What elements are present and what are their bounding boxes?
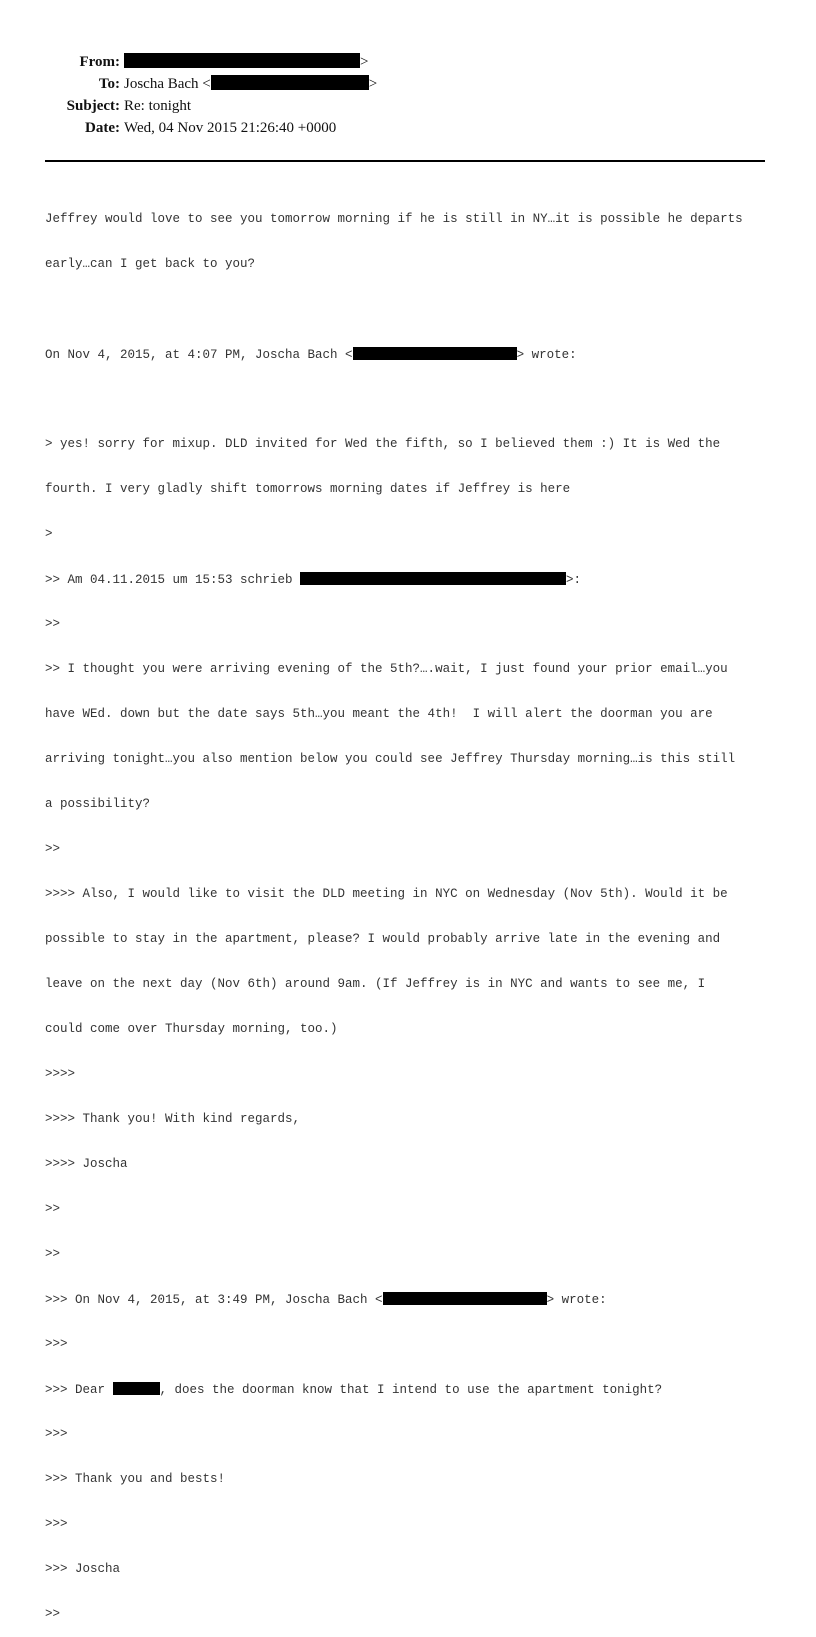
body-line: could come over Thursday morning, too.) [45,1022,338,1036]
body-line: >>>> Also, I would like to visit the DLD meeting in NYC on Wednesday (Nov 5th). Would it be [45,887,728,901]
subject-value: Re: tonight [124,98,192,114]
body-line: >> [45,842,61,856]
greeting-line [45,1382,785,1397]
to-close: > [368,76,378,92]
from-value [124,51,368,73]
body-line: > [45,527,53,541]
redaction-bar [353,347,517,360]
from-row [0,51,816,73]
to-label: To: [98,76,120,92]
to-name: Joscha Bach < [124,76,211,92]
redaction-bar [124,53,360,68]
body-line: early…can I get back to you? [45,257,256,271]
body-line: >> [45,1202,61,1216]
blank-line [45,392,785,407]
from-close: > [360,54,369,70]
body-line: >>> Thank you and bests! [45,1472,226,1486]
redaction-bar [211,75,369,90]
redaction-bar [383,1292,547,1305]
blank-line [45,302,785,317]
body-line: >> [45,617,61,631]
subject-row [0,95,816,117]
body-line: possible to stay in the apartment, please? I would probably arrive late in the evening and [45,932,721,946]
quote-attribution [45,572,785,587]
body-line: have WEd. down but the date says 5th…you meant the 4th! I will alert the doorman you are [45,707,713,721]
body-line: Jeffrey would love to see you tomorrow morning if he is still in NY…it is possible he departs [45,212,743,226]
to-row [0,73,816,95]
body-line: >>> [45,1517,68,1531]
body-line: >> [45,1247,61,1261]
attribution-text: >> Am 04.11.2015 um 15:53 schrieb [45,573,301,587]
greeting-text: , does the doorman know that I intend to use the apartment tonight? [159,1383,663,1397]
quote-attribution [45,347,785,362]
body-line: fourth. I very gladly shift tomorrows morning dates if Jeffrey is here [45,482,571,496]
body-line: >>> [45,1427,68,1441]
redaction-bar [300,572,566,585]
body-line: >> [45,1607,61,1621]
header-divider [45,160,765,162]
to-value [124,73,377,95]
body-line: >>> [45,1337,68,1351]
greeting-text: >>> Dear [45,1383,113,1397]
body-line: >>>> Thank you! With kind regards, [45,1112,301,1126]
body-line: >>>> Joscha [45,1157,128,1171]
body-line: arriving tonight…you also mention below you could see Jeffrey Thursday morning…is this still [45,752,736,766]
body-line: leave on the next day (Nov 6th) around 9am. (If Jeffrey is in NYC and wants to see me, I [45,977,706,991]
subject-label: Subject: [66,98,120,114]
body-line: a possibility? [45,797,151,811]
email-body [45,182,785,1637]
date-value: Wed, 04 Nov 2015 21:26:40 +0000 [124,120,337,136]
attribution-text: >: [566,573,582,587]
body-line: >>>> [45,1067,76,1081]
body-line: >>> Joscha [45,1562,121,1576]
redaction-bar [113,1382,160,1395]
attribution-text: >>> On Nov 4, 2015, at 3:49 PM, Joscha Bach < [45,1293,383,1307]
attribution-text: > wrote: [516,348,577,362]
attribution-text: On Nov 4, 2015, at 4:07 PM, Joscha Bach < [45,348,353,362]
date-label: Date: [85,120,120,136]
body-line: > yes! sorry for mixup. DLD invited for Wed the fifth, so I believed them :) It is Wed the [45,437,721,451]
body-line: >> I thought you were arriving evening of the 5th?….wait, I just found your prior email…you [45,662,728,676]
attribution-text: > wrote: [546,1293,607,1307]
from-label: From: [79,54,120,70]
quote-attribution [45,1292,785,1307]
date-row [0,117,816,139]
